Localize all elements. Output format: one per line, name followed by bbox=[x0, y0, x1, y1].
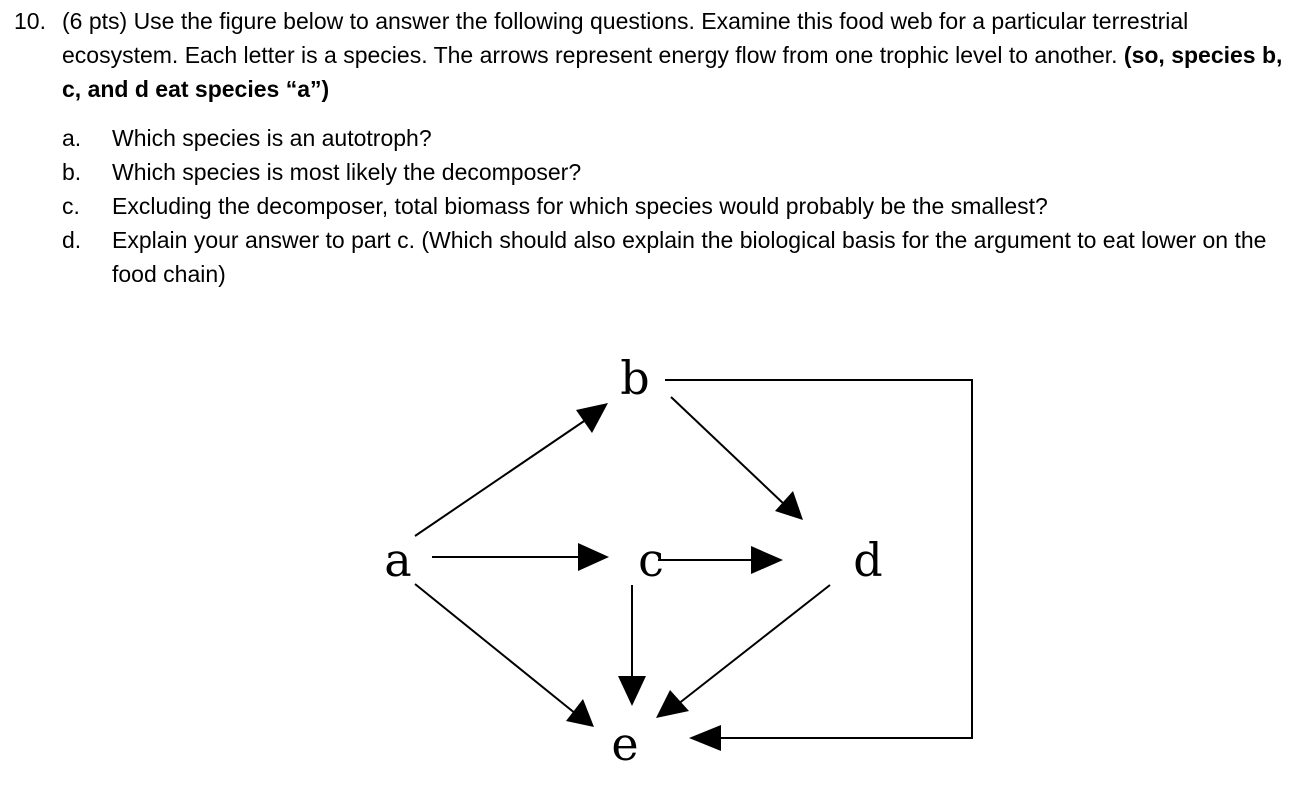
question-clarification: (so, species b, c, and d eat species “a”) bbox=[62, 42, 1283, 102]
arrowhead-c-to-e bbox=[618, 676, 646, 706]
species-b: b bbox=[620, 351, 650, 405]
question-text: (6 pts) Use the figure below to answer the following questions. Examine this food web for a particular terrestrial ecosystem. Each letter is a species. The arrows represent energy flow from one trophic level to another. bbox=[62, 8, 1189, 68]
part-letter: b. bbox=[62, 159, 82, 185]
arrowhead-b-to-d bbox=[775, 491, 803, 520]
arrow-d-to-e bbox=[673, 585, 830, 708]
species-e: e bbox=[611, 717, 639, 771]
question-number: 10. bbox=[14, 8, 46, 34]
species-a: a bbox=[384, 533, 412, 587]
part-text: Which species is an autotroph? bbox=[112, 125, 432, 151]
arrowhead-d-to-e bbox=[656, 690, 689, 718]
arrowhead-c-to-d bbox=[751, 546, 783, 574]
part-text: Which species is most likely the decomposer? bbox=[112, 159, 582, 185]
part-text: Explain your answer to part c. (Which should also explain the biological basis for the argument to eat lower on the food chain) bbox=[112, 227, 1267, 287]
arrow-a-to-e bbox=[415, 584, 576, 714]
part-letter: a. bbox=[62, 125, 82, 151]
part-letter: d. bbox=[62, 227, 82, 253]
species-c: c bbox=[638, 533, 664, 587]
arrow-a-to-b bbox=[415, 417, 590, 536]
arrowhead-a-to-b bbox=[576, 403, 608, 433]
arrowhead-a-to-e bbox=[566, 699, 594, 727]
arrowhead-a-to-c bbox=[578, 543, 609, 571]
part-letter: c. bbox=[62, 193, 80, 219]
arrowhead-b-to-e bbox=[689, 725, 721, 751]
species-d: d bbox=[853, 533, 883, 587]
arrow-b-to-d bbox=[671, 397, 785, 505]
part-text: Excluding the decomposer, total biomass for which species would probably be the smallest? bbox=[112, 193, 1048, 219]
